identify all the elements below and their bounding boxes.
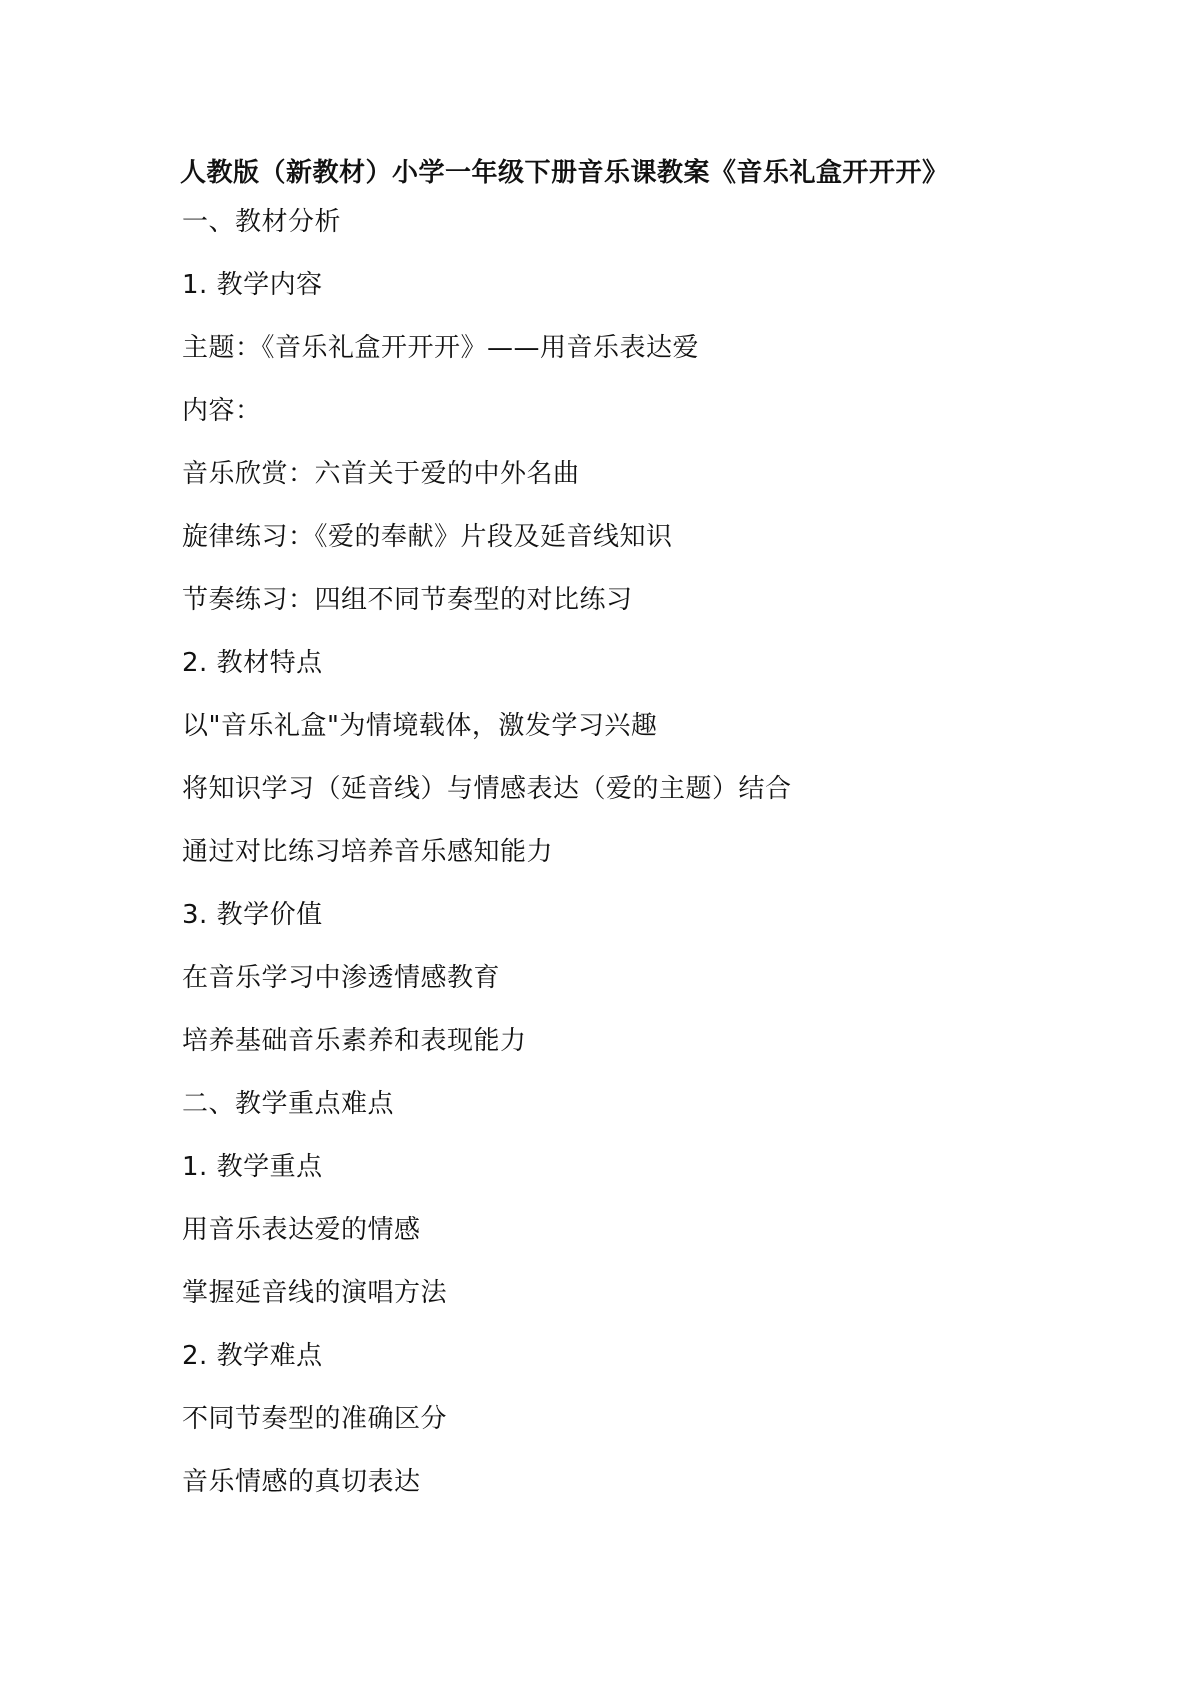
text-line-value-1: 在音乐学习中渗透情感教育 — [182, 963, 501, 993]
text-line-feature-1: 以"音乐礼盒"为情境载体，激发学习兴趣 — [182, 711, 658, 741]
subheading-difficult-points: 2. 教学难点 — [182, 1341, 323, 1371]
section-heading-textbook-analysis: 一、教材分析 — [182, 207, 342, 237]
text-line-feature-2: 将知识学习（延音线）与情感表达（爱的主题）结合 — [182, 774, 792, 804]
text-line-rhythm-practice: 节奏练习：四组不同节奏型的对比练习 — [182, 585, 633, 615]
subheading-textbook-features: 2. 教材特点 — [182, 648, 323, 678]
text-line-key-point-2: 掌握延音线的演唱方法 — [182, 1278, 448, 1308]
text-line-value-2: 培养基础音乐素养和表现能力 — [182, 1026, 527, 1056]
document-title: 人教版（新教材）小学一年级下册音乐课教案《音乐礼盒开开开》 — [180, 158, 949, 188]
text-line-melody-practice: 旋律练习：《爱的奉献》片段及延音线知识 — [182, 522, 673, 552]
subheading-key-points: 1. 教学重点 — [182, 1152, 323, 1182]
subheading-teaching-content: 1. 教学内容 — [182, 270, 323, 300]
text-line-difficult-point-2: 音乐情感的真切表达 — [182, 1467, 421, 1497]
text-line-music-appreciation: 音乐欣赏：六首关于爱的中外名曲 — [182, 459, 580, 489]
section-heading-key-difficult-points: 二、教学重点难点 — [182, 1089, 395, 1119]
text-line-feature-3: 通过对比练习培养音乐感知能力 — [182, 837, 554, 867]
text-line-key-point-1: 用音乐表达爱的情感 — [182, 1215, 421, 1245]
text-line-difficult-point-1: 不同节奏型的准确区分 — [182, 1404, 448, 1434]
subheading-teaching-value: 3. 教学价值 — [182, 900, 323, 930]
text-line-content-label: 内容： — [182, 396, 262, 426]
text-line-theme: 主题：《音乐礼盒开开开》——用音乐表达爱 — [182, 333, 700, 363]
